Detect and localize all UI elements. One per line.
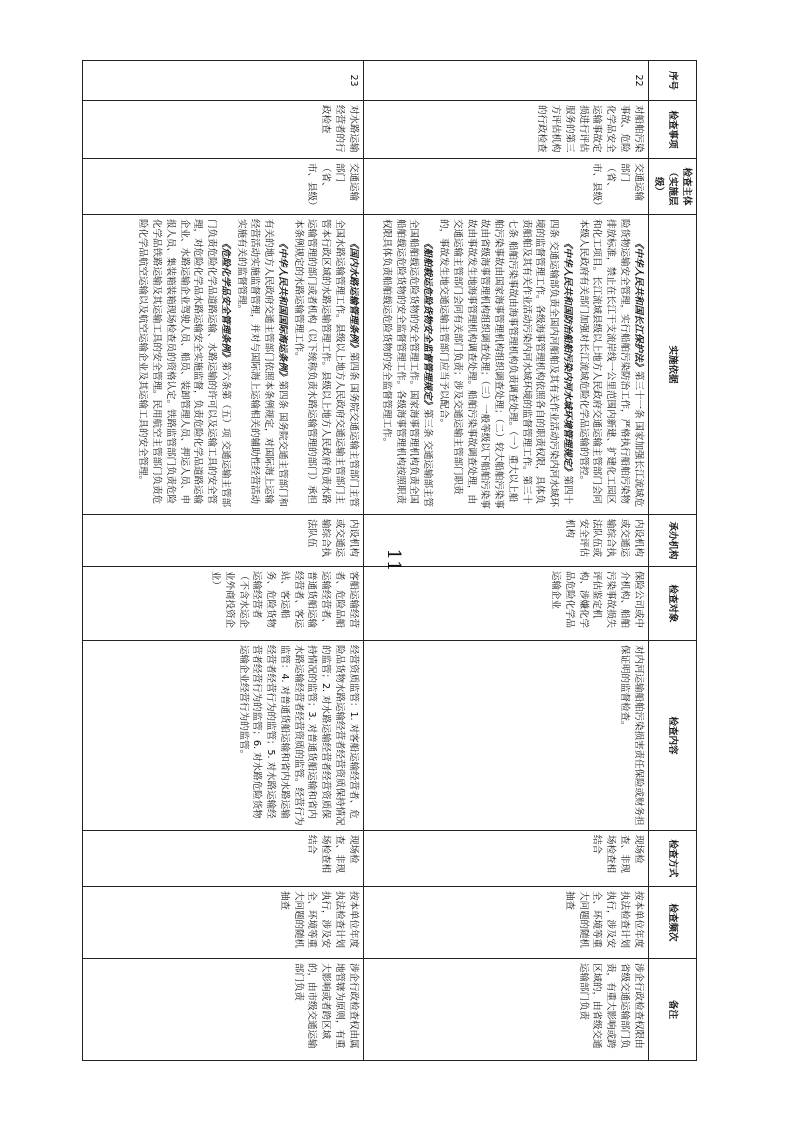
law-title: 《船舶载运危险货物安全监督管理规定》 (422, 238, 434, 410)
row-num: 23 (82, 61, 363, 101)
basis-paragraph (234, 219, 289, 510)
basis-paragraph (379, 219, 434, 510)
row-basis (82, 215, 363, 515)
header-note: 备注 (648, 959, 696, 1061)
table-row (82, 61, 363, 1061)
basis-paragraph (291, 219, 360, 510)
header-item: 检查事项 (648, 101, 696, 159)
header-level: 检查主体（实施层级） (648, 159, 696, 215)
table-header-row (648, 61, 696, 1061)
row-level: 交通运输部门（省、市、县级） (82, 159, 363, 215)
page-number: 11 (383, 548, 404, 572)
row-target: 保险公司或中介机构、船舶污染事故损失评估鉴定机构、涉嫌化学品危险化学品运输企业 (363, 567, 648, 641)
basis-paragraph (135, 219, 231, 510)
row-note: 涉企行政检查权限由省级交通运输部门负责，有重大影响或跨区域的，由省级交通运输部门负责 (363, 959, 648, 1061)
basis-paragraph (436, 219, 574, 510)
row-freq: 按本单位年度执法检查计划执行，涉及安全、环境等重大问题的随机抽查 (82, 887, 363, 959)
law-title: 《中华人民共和国长江保护法》 (632, 238, 644, 372)
header-freq: 检查频次 (648, 887, 696, 959)
law-text: 第四十四条 交通运输部负责全国内河船舶及其有关作业活动污染内河水域环境的监督管理工作。各级海事管理机构依照各自的职责权限，具体负责船舶及其有关作业活动污染内河水域环境的监督管理工作。第三十七条 船舶污染事故由海事管理机构负责调查处理。（一）重大以上船舶污染事故由国家海事管理机构组织调查处理；（二）较大船舶污染事故由省级海事管理机构组织调查处理；（三）一般等级以下船舶污染事故由事故发生地海事管理机构调查处理。船舶污染事故调查处理，由交通运输主管部门会同有关部门负责；涉及交通运输主管部门职责的，事故发生地交通运输主管部门应当予以配合。 (437, 219, 573, 509)
law-title: 《中华人民共和国国际海运条例》 (276, 238, 288, 381)
row-method: 现场检查、非现场检查相结合 (363, 831, 648, 887)
row-target: 客船运输经营者、危险品船运输经营者、普通货船运输经营者、客运站、客运船务、危险货物运输经营者（不含水运企业外商投资企业） (82, 567, 363, 641)
row-freq: 按本单位年度执法检查计划执行，涉及安全、环境等重大问题的随机抽查 (363, 887, 648, 959)
row-level: 交通运输部门（省、市、县级） (363, 159, 648, 215)
law-text: 第四条 国务院交通主管部门和有关的地方人民政府交通主管部门依照本条例规定，对国际海上运输经营活动实施监督管理，并对与国际海上运输相关的辅助性经营活动实施有关的监督管理。 (235, 219, 288, 508)
row-item: 对船舶污染事故、危险化学品安全运输事故定损进行评估服务的第三方评估机构的行政检查 (363, 101, 648, 159)
law-text: 第四条 国务院交通运输主管部门主管全国水路运输管理工作。县级以上地方人民政府交通运输主管部门主管本行政区域的水路运输管理工作。县级以上地方人民政府负责水路运输管理的部门或者机构（以下统称负责水路运输管理的部门）承担本条例规定的水路运输管理工作。 (292, 219, 359, 508)
row-content: 经营资质监管：1. 对客船运输经营者、危险品货物水路运输经营者经营资质保持情况的监管；2. 对水路运输经营者经营资质保持情况的监管；3. 对普通货船运输和省内水路运输经营者经营资质的监管。经营行为监管：4. 对普通货船运输和省内水路运输经营者经营行为的监管；5. 对水路运输经营者经营行为的监管；6. 对水路危险货物运输企业经营行为的监管。 (82, 641, 363, 831)
law-title: 《中华人民共和国防治船舶污染内河水域环境管理规定》 (561, 238, 573, 476)
law-text: 第六条第（五）项 交通运输主管部门负责危险化学品道路运输、水路运输的许可以及运输工具的安全管理，对危险化学品水路运输安全实施监督，负责危险化学品道路运输企业、水路运输企业驾驶人员、船员、装卸管理人员、押运人员、申报人员、集装箱装箱现场检查员的资格认定。铁路监管部门负责危险化学品铁路运输及其运输工具的安全管理。民用航空主管部门负责危险化学品航空运输以及航空运输企业及其运输工具的安全管理。 (137, 219, 231, 508)
header-content: 检查内容 (648, 641, 696, 831)
row-method: 现场检查、非现场检查相结合 (82, 831, 363, 887)
header-num: 序号 (648, 61, 696, 101)
row-content: 对内河运输船舶污染损害责任保险或财务担保证明的监督检查。 (363, 641, 648, 831)
row-basis (363, 215, 648, 515)
row-note: 涉企行政检查权由属地管辖为原则，有重大影响或者跨区域的，由市级交通运输部门负责 (82, 959, 363, 1061)
law-title: 《危险化学品安全管理条例》 (219, 238, 231, 362)
law-text: 第三条 交通运输部主管全国船舶载运危险货物的安全管理工作。国家海事管理机构负责全国船舶载运危险货物的安全监督管理工作。各级海事管理机构按照职责权限具体负责船舶载运危险货物的安全监督管理工作。 (380, 219, 434, 508)
row-agency: 内设机构或交通运输综合执法队伍 (82, 515, 363, 567)
row-agency: 内设机构或交通运输综合执法队伍或安全评估机构 (363, 515, 648, 567)
law-text: 第三十一条 国家加强长江流域危险货物运输安全管理，实行船舶污染防治工作，严格执行船舶污染物排放标准，禁止在长江干支流岸线一公里范围内新建、扩建化工园区和化工项目。长江流域县级以上地方人民政府交通运输主管部门会同本级人民政府有关部门加强对长江流域危险化学品运输的管控。 (577, 219, 644, 508)
header-target: 检查对象 (648, 567, 696, 641)
header-method: 检查方式 (648, 831, 696, 887)
law-title: 《国内水路运输管理条例》 (347, 238, 359, 353)
header-basis: 实施依据 (648, 215, 696, 515)
row-num: 22 (363, 61, 648, 101)
basis-paragraph (576, 219, 645, 510)
row-item: 对水路运输经营者的行政检查 (82, 101, 363, 159)
header-agency: 承办机构 (648, 515, 696, 567)
